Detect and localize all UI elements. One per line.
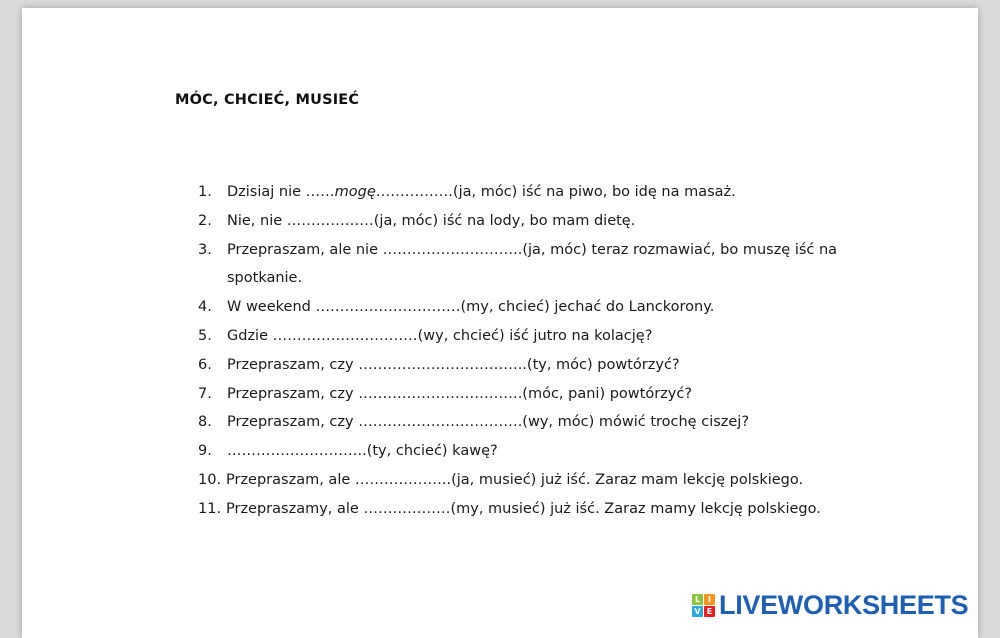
exercise-text: Przepraszamy, ale ………………(my, musieć) już iść. Zaraz mamy lekcję polskiego. [226, 500, 821, 517]
exercise-text: Przepraszam, czy …………………………….(wy, móc) mówić trochę ciszej? [227, 414, 750, 431]
logo-square: I [704, 594, 715, 605]
exercise-item [198, 466, 838, 495]
exercise-item [198, 207, 838, 236]
exercise-number: 10. [198, 471, 222, 488]
brand-name: LIVEWORKSHEETS [719, 590, 969, 620]
exercise-list [198, 178, 838, 524]
exercise-number: 2. [198, 212, 212, 229]
exercise-number: 5. [198, 327, 212, 344]
exercise-item [198, 293, 838, 322]
exercise-text: ………………………..(ty, chcieć) kawę? [227, 443, 498, 460]
exercise-number: 3. [198, 241, 212, 258]
logo-square: V [692, 606, 703, 617]
exercise-text: Przepraszam, ale nie ………………………..(ja, móc) teraz rozmawiać, bo muszę iść na spotkanie. [227, 241, 838, 287]
worksheet-title: MÓC, CHCIEĆ, MUSIEĆ [175, 92, 360, 108]
exercise-number: 4. [198, 299, 212, 316]
exercise-item [198, 408, 838, 437]
exercise-number: 8. [198, 414, 212, 431]
exercise-text: Przepraszam, czy …………………………….(móc, pani) powtórzyć? [227, 385, 693, 402]
logo-square: E [704, 606, 715, 617]
exercise-text: Dzisiaj nie ……mogę…………….(ja, móc) iść na piwo, bo idę na masaż. [227, 184, 736, 200]
exercise-text: Przepraszam, czy ……………………………..(ty, móc) powtórzyć? [227, 356, 680, 373]
liveworksheets-brand [692, 590, 968, 621]
exercise-text: Gdzie …………………………(wy, chcieć) iść jutro na kolację? [227, 327, 653, 344]
exercise-text: Przepraszam, ale ………………..(ja, musieć) już iść. Zaraz mam lekcję polskiego. [226, 471, 804, 488]
exercise-item [198, 380, 838, 409]
exercise-text: Nie, nie ………………(ja, móc) iść na lody, bo mam dietę. [227, 212, 636, 229]
logo-square: L [692, 594, 703, 605]
exercise-number: 7. [198, 385, 212, 402]
exercise-number: 9. [198, 443, 212, 460]
exercise-item [198, 178, 838, 207]
exercise-number: 1. [198, 184, 212, 200]
liveworksheets-logo-icon [692, 594, 715, 617]
exercise-item [198, 437, 838, 466]
exercise-item [198, 322, 838, 351]
exercise-item [198, 495, 838, 524]
exercise-item [198, 236, 838, 294]
exercise-text: W weekend …………………………(my, chcieć) jechać do Lanckorony. [227, 299, 715, 316]
exercise-item [198, 351, 838, 380]
worksheet-page [22, 8, 978, 638]
exercise-number: 11. [198, 500, 222, 517]
exercise-number: 6. [198, 356, 212, 373]
